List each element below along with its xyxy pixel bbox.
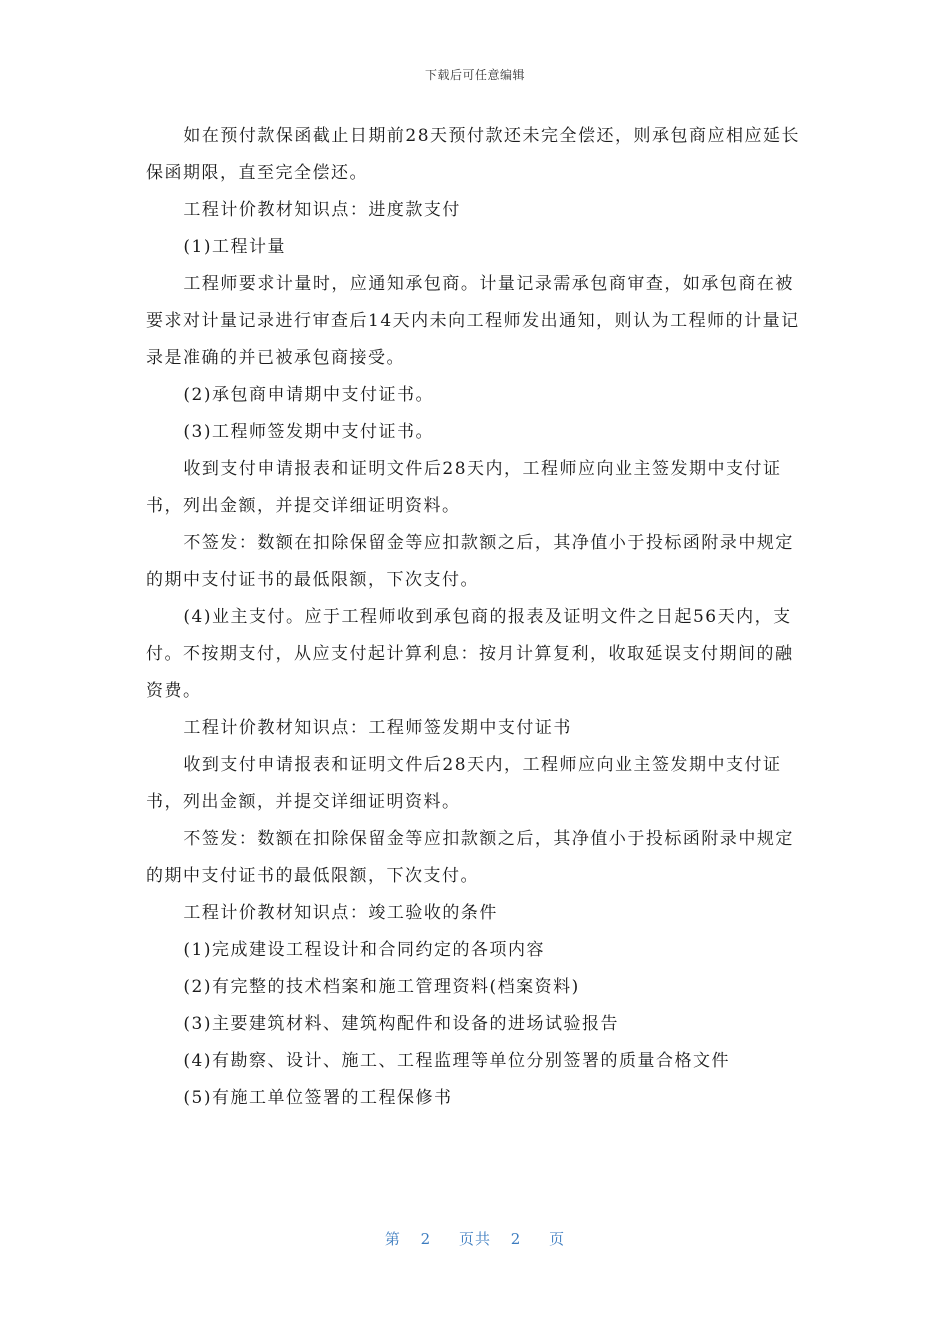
total-pages: 2 (510, 1230, 522, 1248)
list-item: (1)工程计量 (183, 237, 286, 257)
page-label-mid: 页共 (458, 1230, 491, 1248)
list-item: (4)有勘察、设计、施工、工程监理等单位分别签署的质量合格文件 (183, 1051, 730, 1071)
paragraph: 工程师要求计量时，应通知承包商。计量记录需承包商审查，如承包商在被要求对计量记录进行审查后14天内未向工程师发出通知，则认为工程师的计量记录是准确的并已被承包商接受。 (146, 274, 800, 368)
paragraph: 不签发：数额在扣除保留金等应扣款额之后，其净值小于投标函附录中规定的期中支付证书的最低限额，下次支付。 (146, 829, 794, 886)
paragraph: 收到支付申请报表和证明文件后28天内，工程师应向业主签发期中支付证书，列出金额，并提交详细证明资料。 (146, 755, 782, 812)
list-item: (2)承包商申请期中支付证书。 (183, 385, 434, 405)
section-heading: 工程计价教材知识点：竣工验收的条件 (183, 903, 498, 923)
section-heading: 工程计价教材知识点：进度款支付 (183, 200, 461, 220)
page-header: 下载后可任意编辑 (424, 68, 525, 82)
list-item: (5)有施工单位签署的工程保修书 (183, 1088, 453, 1108)
list-item: (3)主要建筑材料、建筑构配件和设备的进场试验报告 (183, 1014, 619, 1034)
list-item: (3)工程师签发期中支付证书。 (183, 422, 434, 442)
list-item: (4)业主支付。应于工程师收到承包商的报表及证明文件之日起56天内，支付。不按期支付，从应支付起计算利息：按月计算复利，收取延误支付期间的融资费。 (146, 607, 794, 701)
page-label-prefix: 第 (384, 1230, 401, 1248)
page-footer (0, 1228, 950, 1249)
paragraph: 不签发：数额在扣除保留金等应扣款额之后，其净值小于投标函附录中规定的期中支付证书的最低限额，下次支付。 (146, 533, 794, 590)
page-number: 2 (420, 1230, 432, 1248)
paragraph: 收到支付申请报表和证明文件后28天内，工程师应向业主签发期中支付证书，列出金额，并提交详细证明资料。 (146, 459, 782, 516)
section-heading: 工程计价教材知识点：工程师签发期中支付证书 (183, 718, 572, 738)
page-label-suffix: 页 (549, 1230, 566, 1248)
paragraph: 如在预付款保函截止日期前28天预付款还未完全偿还，则承包商应相应延长保函期限，直至完全偿还。 (146, 126, 801, 183)
list-item: (1)完成建设工程设计和合同约定的各项内容 (183, 940, 545, 960)
document-body (146, 118, 806, 1117)
list-item: (2)有完整的技术档案和施工管理资料(档案资料) (183, 977, 580, 997)
